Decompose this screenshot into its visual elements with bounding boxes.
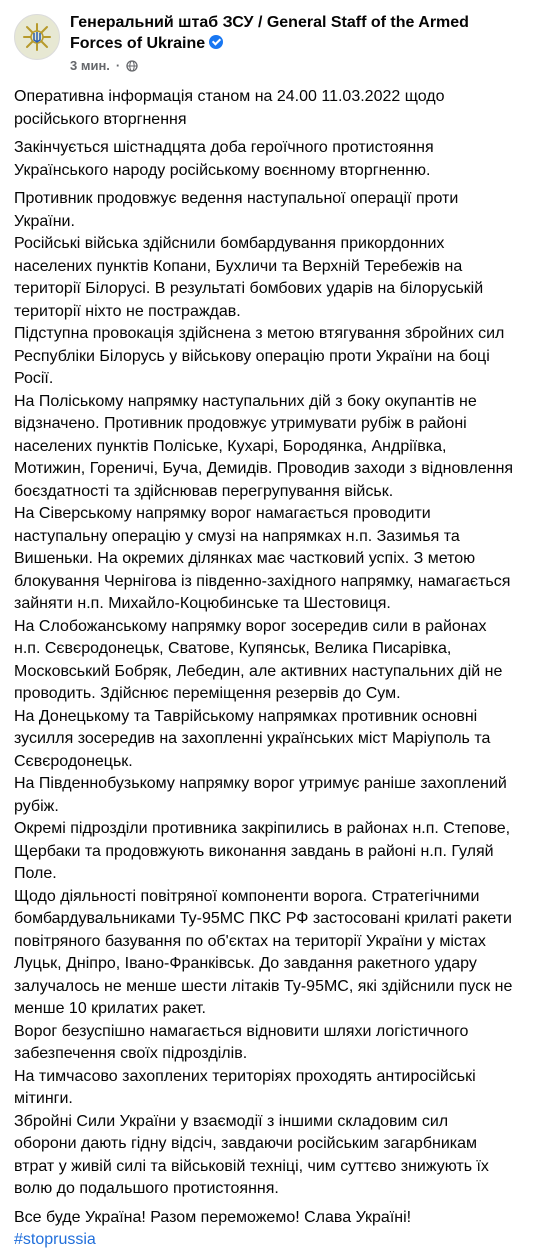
post-text-line: менше 10 крилатих ракет. bbox=[14, 1000, 206, 1017]
post-text-line: рубіж. bbox=[14, 797, 59, 815]
meta-separator: · bbox=[115, 58, 121, 73]
page-name-link[interactable] bbox=[70, 12, 520, 54]
page-name-line2[interactable]: Forces of Ukraine bbox=[70, 35, 206, 52]
post-text-line: Республіки Білорусь у військову операцію проти України на боці bbox=[14, 347, 490, 365]
post-text-line: Збройні Сили України у взаємодії з іншими складовим сил bbox=[14, 1112, 449, 1130]
post-text-line: Щодо діяльності повітряної компоненти ворога. Стратегічними bbox=[14, 887, 480, 905]
page-name-line1[interactable]: Генеральний штаб ЗСУ / General Staff of the Armed bbox=[70, 14, 469, 31]
post-text-line: забезпечення своїх підрозділів. bbox=[14, 1045, 248, 1062]
post-paragraph bbox=[14, 1207, 534, 1252]
post-text-line: блокування Чернігова із південно-західного напрямку, намагається bbox=[14, 572, 511, 590]
hashtag-link[interactable]: #stoprussia bbox=[14, 1231, 96, 1248]
post-text-line: втрат у живій силі та військовій техніці, чим суттєво знижують їх bbox=[14, 1157, 489, 1175]
post-text-line: На Слобожанському напрямку ворог зосередив сили в районах bbox=[14, 617, 487, 635]
post-text-line: Окремі підрозділи противника закріпились в районах н.п. Степове, bbox=[14, 820, 511, 837]
post-text-line: відзначено. Противник продовжує утримувати рубіж в районі bbox=[14, 415, 467, 432]
post-text-line: н.п. Сєвєродонецьк, Сватове, Купянськ, Велика Писарівка, bbox=[14, 640, 452, 657]
page-avatar[interactable] bbox=[14, 14, 60, 60]
post-text-line: бомбардувальниками Ту-95МС ПКС РФ застосовані крилаті ракети bbox=[14, 910, 512, 927]
post-text-line: мітинги. bbox=[14, 1090, 73, 1107]
verified-badge-icon bbox=[209, 35, 223, 49]
post-timestamp[interactable]: 3 мин. bbox=[70, 58, 110, 73]
post-text-line: Мотижин, Гореничі, Буча, Демидів. Проводив заходи з відновлення bbox=[14, 460, 514, 477]
post-text-line: На Південнобузькому напрямку ворог утримує раніше захоплений bbox=[14, 775, 507, 792]
post-text-line: залучалось не менше шести літаків Ту-95МС, які здійснили пуск не bbox=[14, 977, 513, 995]
post-text-line: проводить. Здійснює переміщення резервів до Сум. bbox=[14, 685, 401, 702]
post-header bbox=[14, 12, 530, 76]
post-text-line: Поле. bbox=[14, 865, 57, 882]
globe-icon[interactable] bbox=[126, 60, 138, 72]
post-text-line: На Сіверському напрямку ворог намагається проводити bbox=[14, 505, 431, 522]
trident-emblem-icon bbox=[20, 20, 54, 54]
post-text-line: Вишеньки. На окремих ділянках має частковий успіх. З метою bbox=[14, 550, 476, 567]
post-text-line: України. bbox=[14, 212, 75, 230]
post-text-line: російського вторгнення bbox=[14, 110, 187, 128]
post-paragraph bbox=[14, 188, 534, 1201]
post-text-line: волю до подальшого протистояння. bbox=[14, 1180, 279, 1197]
post-text-line: Російські війська здійснили бомбардування прикордонних bbox=[14, 235, 445, 252]
post-text-line: Закінчується шістнадцята доба героїчного протистояння bbox=[14, 139, 434, 156]
post-text-line: Оперативна інформація станом на 24.00 11.03.2022 щодо bbox=[14, 88, 445, 105]
post-text-line: Підступна провокація здійснена з метою втягування збройних сил bbox=[14, 325, 505, 342]
post-text-line: Сєвєродонецьк. bbox=[14, 752, 133, 770]
post-text-line: території ніхто не постраждав. bbox=[14, 302, 241, 320]
post-text-line: повітряного базування по об'єктах на території України у містах bbox=[14, 932, 486, 950]
post-text-line: боєздатності та здійснював перегрупування військ. bbox=[14, 482, 394, 500]
post-text-line: Московський Бобряк, Лебедин, але активних наступальних дій не bbox=[14, 662, 503, 680]
post-meta bbox=[70, 58, 520, 73]
post-text-line: Противник продовжує ведення наступальної операції проти bbox=[14, 190, 459, 207]
post-text-line: Росії. bbox=[14, 370, 54, 387]
post-text-line: Луцьк, Дніпро, Івано-Франківськ. До завдання ракетного удару bbox=[14, 955, 477, 972]
post-text-line: території Білорусі. В результаті бомбових ударів на білоруській bbox=[14, 280, 484, 297]
post-text-line: наступальну операцію у смузі на напрямках н.п. Зазимья та bbox=[14, 527, 460, 545]
post-text-line: оборони дають гідну відсіч, завдаючи російським загарбникам bbox=[14, 1135, 478, 1152]
post-text-line: Ворог безуспішно намагається відновити шляхи логістичного bbox=[14, 1022, 469, 1040]
post-text-line: На Поліському напрямку наступальних дій з боку окупантів не bbox=[14, 392, 477, 410]
post-text-line: населених пунктів Поліське, Кухарі, Бородянка, Андріївка, bbox=[14, 437, 447, 455]
post-text-line: населених пунктів Копани, Бухличи та Верхній Теребежів на bbox=[14, 257, 463, 275]
post-paragraph bbox=[14, 137, 534, 182]
post-body bbox=[14, 86, 534, 1258]
post-text-line: Все буде Україна! Разом переможемо! Слава Україні! bbox=[14, 1208, 412, 1226]
header-text bbox=[70, 12, 520, 73]
post-paragraph bbox=[14, 86, 534, 131]
post-text-line: зайняти н.п. Михайло-Коцюбинське та Шестовиця. bbox=[14, 595, 391, 612]
post-text-line: Українського народу російському воєнному вторгненню. bbox=[14, 161, 431, 179]
post-text-line: На тимчасово захоплених територіях проходять антиросійські bbox=[14, 1067, 476, 1085]
post-text-line: зусилля зосередив на захопленні українських міст Маріуполь та bbox=[14, 730, 491, 747]
post-text-line: На Донецькому та Таврійському напрямках противник основні bbox=[14, 707, 478, 725]
post-text-line: Щербаки та продовжують виконання завдань в районі н.п. Гуляй bbox=[14, 842, 494, 860]
